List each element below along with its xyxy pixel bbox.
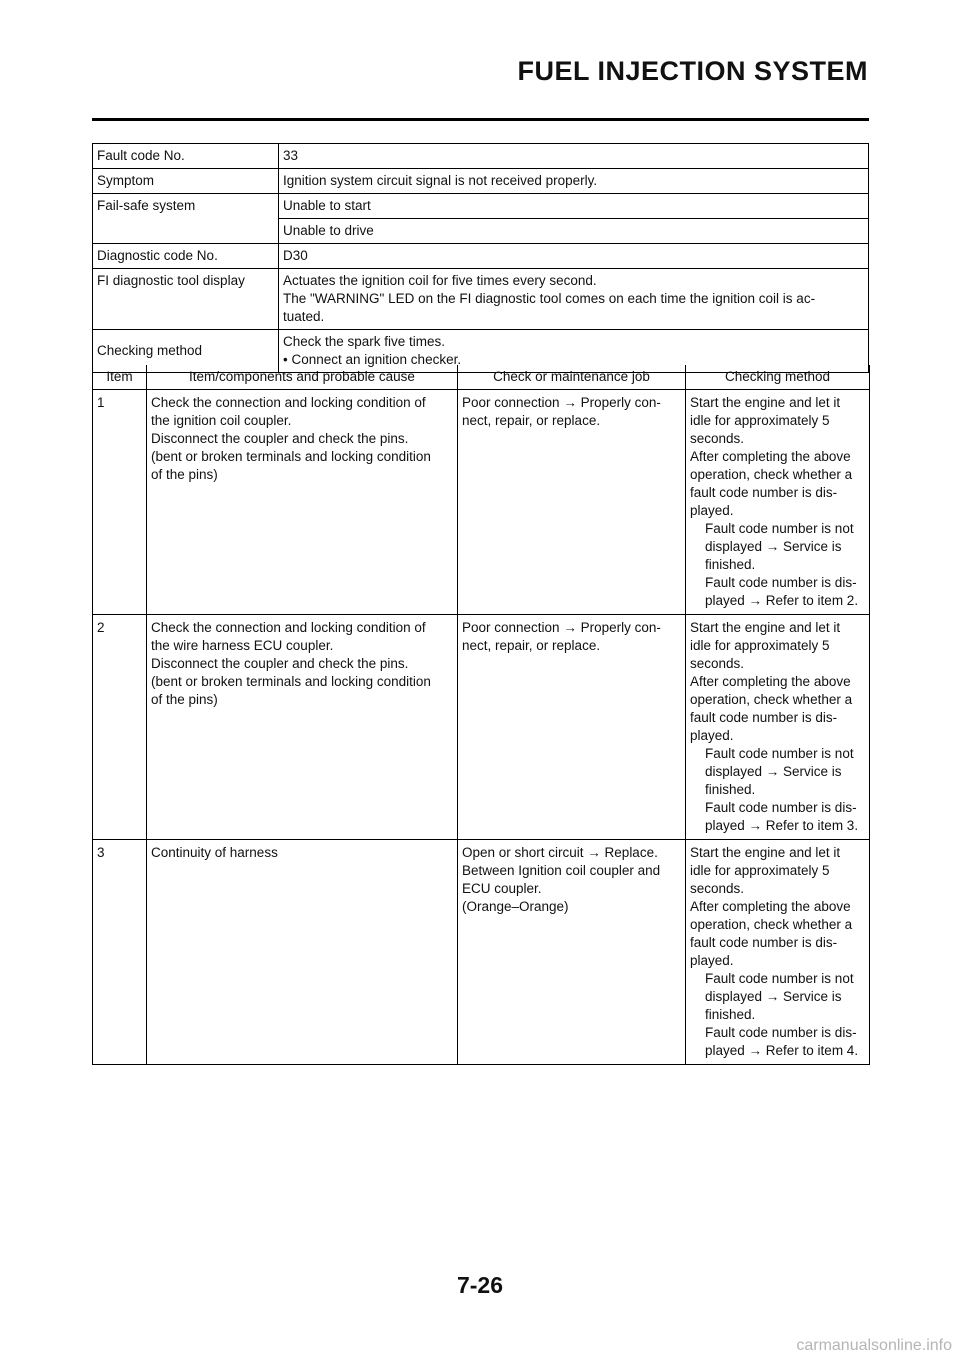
method-line: idle for approximately 5 <box>690 413 830 428</box>
cause-line: of the pins) <box>151 467 218 482</box>
fail-safe-value-2: Unable to drive <box>279 219 869 244</box>
method-result-line: Fault code number is dis- <box>705 800 857 815</box>
fault-code-row <box>93 144 869 169</box>
fault-code-label: Fault code No. <box>93 144 279 169</box>
job-line: nect, repair, or replace. <box>462 638 601 653</box>
page-title: FUEL INJECTION SYSTEM <box>517 56 868 86</box>
job-line: Poor connection → Properly con- <box>462 395 661 410</box>
cause-line: Disconnect the coupler and check the pins. <box>151 431 409 446</box>
cause-line: Disconnect the coupler and check the pins. <box>151 656 409 671</box>
method-line: seconds. <box>690 431 745 446</box>
method-result-line: finished. <box>705 557 756 572</box>
header-item: Item <box>93 365 147 390</box>
cause-line: Check the connection and locking condition of <box>151 620 426 635</box>
symptom-value: Ignition system circuit signal is not received properly. <box>279 169 869 194</box>
fail-safe-label: Fail-safe system <box>93 194 279 219</box>
page-number: 7-26 <box>456 1272 504 1298</box>
method-line: operation, check whether a <box>690 692 853 707</box>
method-line: played. <box>690 953 734 968</box>
cause-cell <box>147 390 458 615</box>
table-row <box>93 390 870 615</box>
method-line: played. <box>690 728 734 743</box>
method-result-line: played → Refer to item 4. <box>705 1043 859 1058</box>
method-result-line: finished. <box>705 1007 756 1022</box>
method-result-line: Fault code number is not <box>705 971 854 986</box>
watermark-text: carmanualsonline.info <box>796 1337 952 1354</box>
method-line: operation, check whether a <box>690 467 853 482</box>
header-cause: Item/components and probable cause <box>147 365 458 390</box>
fail-safe-row-2 <box>93 219 869 244</box>
job-line: ECU coupler. <box>462 881 542 896</box>
item-number: 3 <box>93 840 147 1065</box>
method-result-line: Fault code number is not <box>705 521 854 536</box>
fail-safe-value-1: Unable to start <box>279 194 869 219</box>
method-result-line: played → Refer to item 3. <box>705 818 859 833</box>
cause-line: the ignition coil coupler. <box>151 413 292 428</box>
tool-display-row <box>93 269 869 330</box>
item-number: 2 <box>93 615 147 840</box>
symptom-row <box>93 169 869 194</box>
method-line: operation, check whether a <box>690 917 853 932</box>
method-result-line: Fault code number is dis- <box>705 1025 857 1040</box>
header-method: Checking method <box>686 365 870 390</box>
title-rule <box>92 118 869 121</box>
tool-display-label: FI diagnostic tool display <box>93 269 279 330</box>
method-result-line: finished. <box>705 782 756 797</box>
method-result-line: Fault code number is not <box>705 746 854 761</box>
tool-display-line: Actuates the ignition coil for five times every second. <box>283 273 597 288</box>
fail-safe-label-cont <box>93 219 279 244</box>
method-result-line: displayed → Service is <box>705 989 842 1004</box>
tool-display-line: The "WARNING" LED on the FI diagnostic tool comes on each time the ignition coil is ac- <box>283 291 816 306</box>
method-line: played. <box>690 503 734 518</box>
checking-method-line: Check the spark five times. <box>283 334 446 349</box>
cause-cell <box>147 840 458 1065</box>
diagnostic-code-row <box>93 244 869 269</box>
method-line: Start the engine and let it <box>690 845 841 860</box>
method-result-line: played → Refer to item 2. <box>705 593 859 608</box>
cause-line: of the pins) <box>151 692 218 707</box>
fault-code-value: 33 <box>279 144 869 169</box>
method-line: Start the engine and let it <box>690 395 841 410</box>
job-line: nect, repair, or replace. <box>462 413 601 428</box>
fail-safe-row <box>93 194 869 219</box>
job-line: (Orange–Orange) <box>462 899 569 914</box>
method-cell <box>686 390 870 615</box>
fault-summary-table <box>92 143 869 373</box>
job-line: Poor connection → Properly con- <box>462 620 661 635</box>
cause-line: (bent or broken terminals and locking condition <box>151 674 431 689</box>
method-line: seconds. <box>690 881 745 896</box>
table-row <box>93 615 870 840</box>
job-line: Between Ignition coil coupler and <box>462 863 661 878</box>
method-cell <box>686 615 870 840</box>
symptom-label: Symptom <box>93 169 279 194</box>
method-line: idle for approximately 5 <box>690 638 830 653</box>
diagnostic-code-label: Diagnostic code No. <box>93 244 279 269</box>
job-cell <box>458 840 686 1065</box>
tool-display-value <box>279 269 869 330</box>
method-line: idle for approximately 5 <box>690 863 830 878</box>
method-line: After completing the above <box>690 449 851 464</box>
steps-header-row <box>93 365 870 390</box>
job-cell <box>458 615 686 840</box>
method-line: Start the engine and let it <box>690 620 841 635</box>
checking-method-label: Checking method <box>93 330 279 373</box>
diagnostic-code-value: D30 <box>279 244 869 269</box>
method-result-line: Fault code number is dis- <box>705 575 857 590</box>
cause-line: (bent or broken terminals and locking condition <box>151 449 431 464</box>
job-line: Open or short circuit → Replace. <box>462 845 658 860</box>
method-result-line: displayed → Service is <box>705 539 842 554</box>
diagnostic-steps-table <box>92 365 870 1065</box>
method-line: fault code number is dis- <box>690 935 838 950</box>
cause-cell <box>147 615 458 840</box>
header-job: Check or maintenance job <box>458 365 686 390</box>
method-line: seconds. <box>690 656 745 671</box>
method-line: fault code number is dis- <box>690 710 838 725</box>
table-row <box>93 840 870 1065</box>
cause-line: Check the connection and locking condition of <box>151 395 426 410</box>
method-line: fault code number is dis- <box>690 485 838 500</box>
cause-line: the wire harness ECU coupler. <box>151 638 334 653</box>
job-cell <box>458 390 686 615</box>
method-line: After completing the above <box>690 899 851 914</box>
method-cell <box>686 840 870 1065</box>
method-result-line: displayed → Service is <box>705 764 842 779</box>
method-line: After completing the above <box>690 674 851 689</box>
tool-display-line: tuated. <box>283 309 325 324</box>
cause-line: Continuity of harness <box>151 845 278 860</box>
checking-method-line: • Connect an ignition checker. <box>283 352 462 367</box>
item-number: 1 <box>93 390 147 615</box>
